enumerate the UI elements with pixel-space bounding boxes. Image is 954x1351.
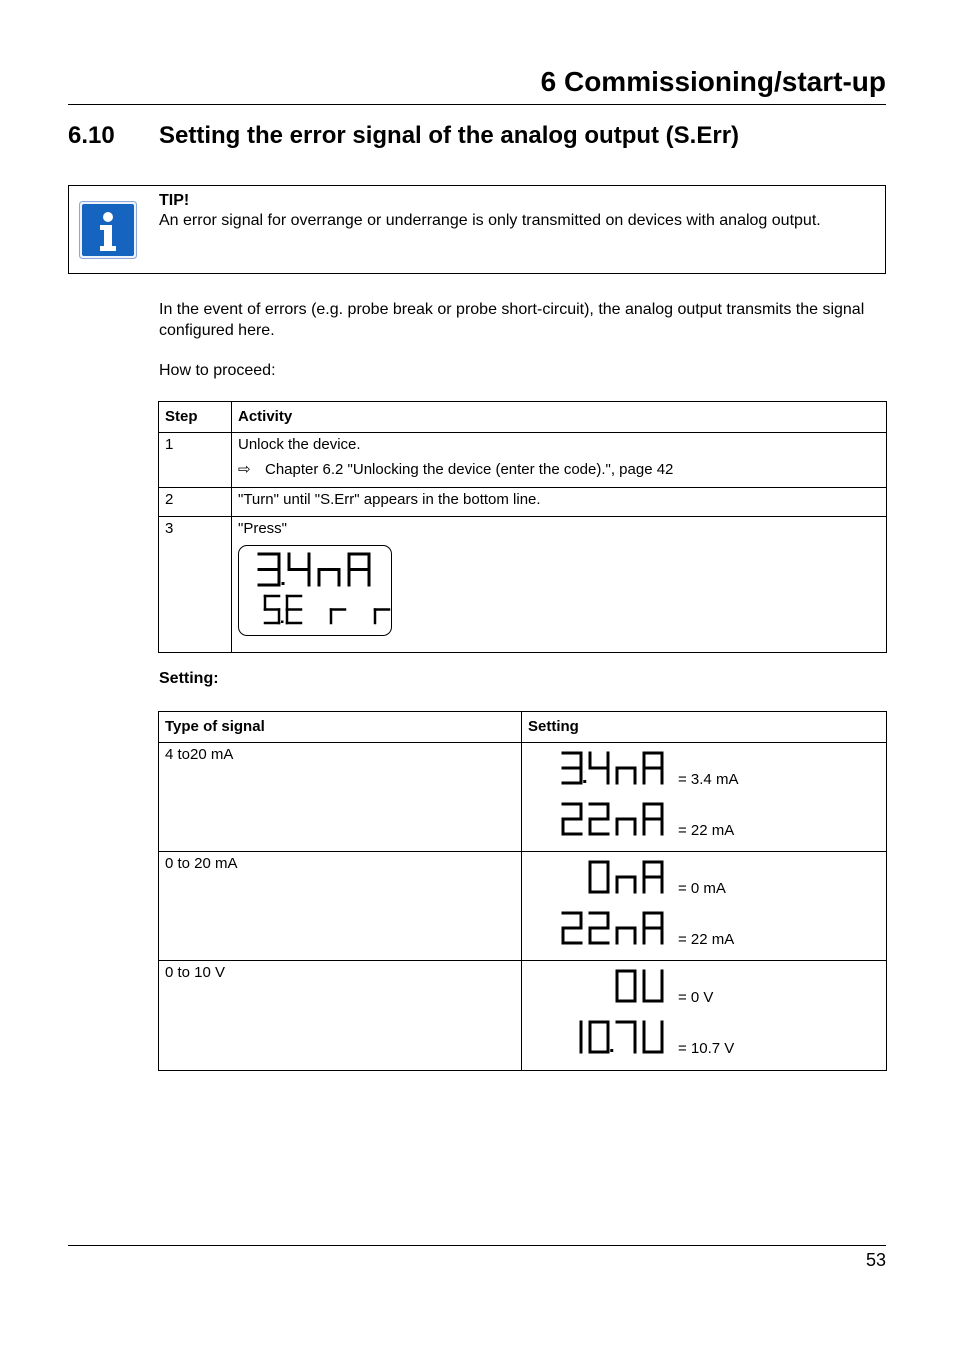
lcd-value-display — [538, 750, 668, 790]
table-header-row — [159, 402, 887, 433]
reference-link[interactable]: Chapter 6.2 "Unlocking the device (enter the code).", page 42 — [265, 461, 674, 478]
table-row — [159, 488, 887, 517]
lcd-digits — [581, 1022, 662, 1052]
header-rule — [68, 104, 886, 105]
setting-option — [528, 797, 880, 848]
lcd-top-line — [259, 554, 369, 585]
tip-box — [68, 185, 886, 274]
lcd-bottom-line — [265, 596, 389, 623]
lcd-digits — [563, 913, 662, 943]
type-column-header: Type of signal — [159, 712, 522, 743]
setting-cell — [522, 961, 887, 1071]
table-row — [159, 743, 887, 852]
lcd-display-graphic — [239, 546, 391, 635]
section-heading — [68, 122, 739, 150]
setting-value: = 10.7 V — [678, 1040, 735, 1057]
setting-cell — [522, 852, 887, 961]
lcd-value-display — [538, 910, 668, 950]
lcd-display — [238, 545, 392, 636]
lcd-decimal-point — [583, 780, 586, 783]
step-number: 1 — [159, 433, 232, 488]
setting-option — [528, 746, 880, 797]
section-number: 6.10 — [68, 122, 115, 149]
page-number: 53 — [865, 1250, 886, 1270]
info-icon — [79, 201, 137, 259]
steps-table — [158, 401, 887, 653]
setting-value: = 3.4 mA — [678, 771, 739, 788]
chapter-reference — [238, 460, 880, 478]
lcd-digits — [563, 753, 662, 783]
table-row — [159, 433, 887, 488]
setting-option — [528, 1015, 880, 1066]
table-row — [159, 517, 887, 653]
arrow-right-icon: ⇨ — [238, 461, 251, 478]
chapter-title: 6 Commissioning/start-up — [540, 66, 886, 97]
how-to-label: How to proceed: — [159, 362, 276, 379]
activity-column-header: Activity — [232, 402, 887, 433]
lcd-decimal-point — [610, 1049, 613, 1052]
tip-title: TIP! — [159, 192, 190, 209]
table-row — [159, 852, 887, 961]
step-number: 3 — [159, 517, 232, 653]
lcd-digits — [563, 804, 662, 834]
lcd-digits — [617, 971, 662, 1001]
footer-rule — [68, 1245, 886, 1246]
section-title: Setting the error signal of the analog output (S.Err) — [159, 122, 740, 149]
setting-cell — [522, 743, 887, 852]
lcd-value-display — [538, 859, 668, 899]
setting-label: Setting: — [159, 670, 219, 687]
setting-value: = 22 mA — [678, 822, 735, 839]
step-column-header: Step — [159, 402, 232, 433]
setting-value: = 22 mA — [678, 931, 735, 948]
signal-type: 4 to20 mA — [159, 743, 522, 852]
lcd-digits — [590, 862, 662, 892]
setting-option — [528, 964, 880, 1015]
lcd-decimal-point — [282, 582, 285, 585]
activity-cell — [232, 517, 887, 653]
setting-option — [528, 906, 880, 957]
lcd-decimal-point — [281, 621, 284, 624]
activity-text: Unlock the device. — [238, 436, 361, 453]
step-number: 2 — [159, 488, 232, 517]
activity-cell — [232, 433, 887, 488]
signal-type: 0 to 10 V — [159, 961, 522, 1071]
setting-column-header: Setting — [522, 712, 887, 743]
signal-type: 0 to 20 mA — [159, 852, 522, 961]
lcd-value-display — [538, 1019, 668, 1059]
lcd-value-display — [538, 801, 668, 841]
setting-option — [528, 855, 880, 906]
signal-table — [158, 711, 887, 1071]
lcd-value-display — [538, 968, 668, 1008]
activity-text: "Press" — [238, 520, 287, 537]
table-header-row — [159, 712, 887, 743]
setting-value: = 0 mA — [678, 880, 726, 897]
tip-text: An error signal for overrange or underrange is only transmitted on devices with analog output. — [159, 212, 821, 229]
intro-paragraph: In the event of errors (e.g. probe break or probe short-circuit), the analog output transmits the signal configured here. — [159, 301, 865, 339]
setting-value: = 0 V — [678, 989, 714, 1006]
table-row — [159, 961, 887, 1071]
activity-text: "Turn" until "S.Err" appears in the bottom line. — [232, 488, 887, 517]
